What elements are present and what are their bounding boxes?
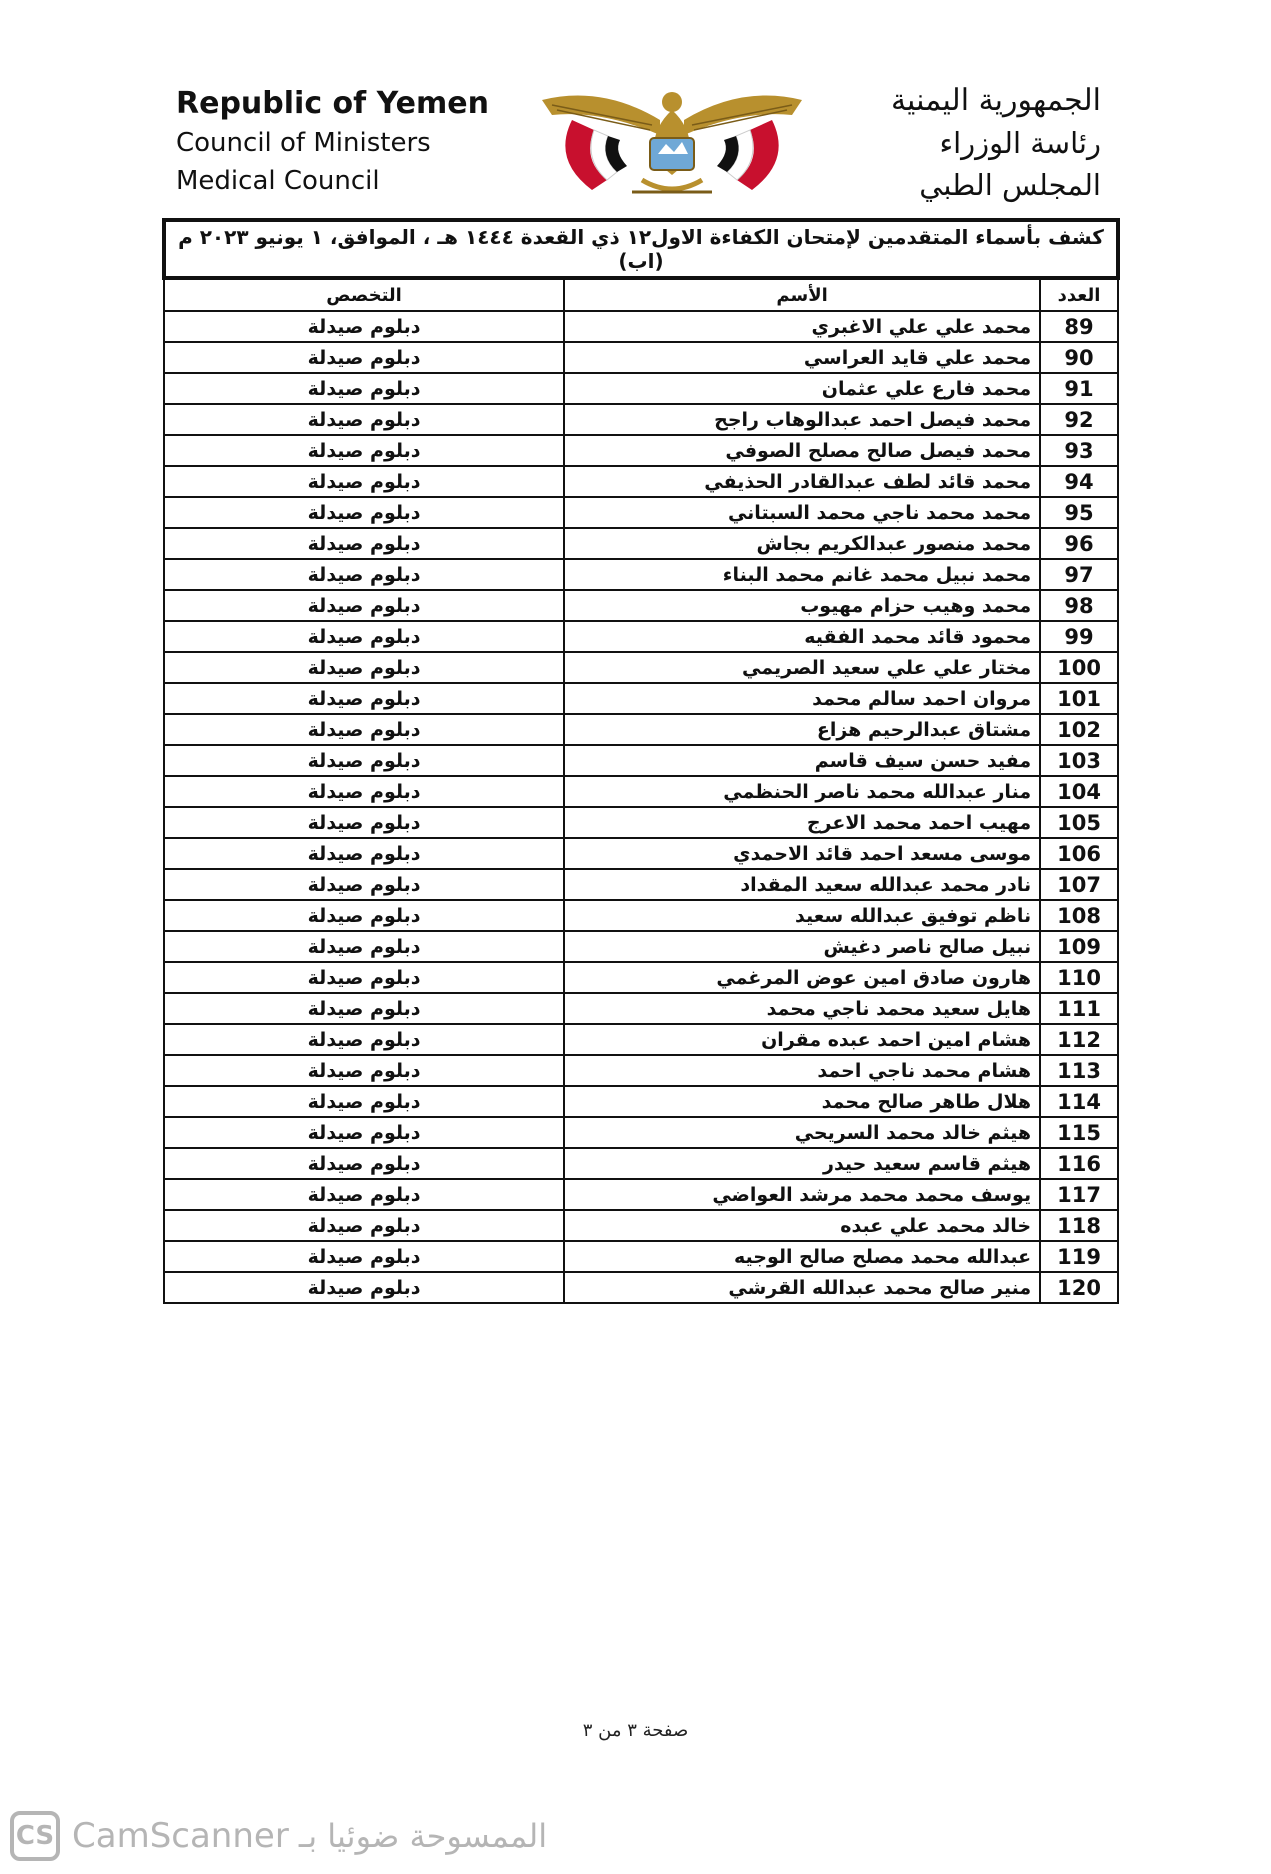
- row-number: 94: [1040, 466, 1118, 497]
- table-row: [164, 1210, 1118, 1241]
- row-number: 100: [1040, 652, 1118, 683]
- row-name: هشام امين احمد عبده مقران: [564, 1024, 1040, 1055]
- watermark-text: CamScanner: [72, 1816, 289, 1856]
- table-row: [164, 931, 1118, 962]
- header-name: الأسم: [564, 278, 1040, 311]
- row-number: 110: [1040, 962, 1118, 993]
- row-name: محمد نبيل محمد غانم محمد البناء: [564, 559, 1040, 590]
- table-row: [164, 962, 1118, 993]
- row-number: 104: [1040, 776, 1118, 807]
- row-number: 102: [1040, 714, 1118, 745]
- country-name-en: Republic of Yemen: [176, 86, 489, 121]
- row-specialty: دبلوم صيدلة: [164, 497, 564, 528]
- row-specialty: دبلوم صيدلة: [164, 1210, 564, 1241]
- row-specialty: دبلوم صيدلة: [164, 1117, 564, 1148]
- row-specialty: دبلوم صيدلة: [164, 1148, 564, 1179]
- row-number: 92: [1040, 404, 1118, 435]
- row-name: نبيل صالح ناصر دغيش: [564, 931, 1040, 962]
- table-row: [164, 1117, 1118, 1148]
- table-row: [164, 652, 1118, 683]
- row-specialty: دبلوم صيدلة: [164, 466, 564, 497]
- row-name: محمد وهيب حزام مهيوب: [564, 590, 1040, 621]
- row-number: 97: [1040, 559, 1118, 590]
- row-name: موسى مسعد احمد قائد الاحمدي: [564, 838, 1040, 869]
- row-name: هلال طاهر صالح محمد: [564, 1086, 1040, 1117]
- medical-council-ar: المجلس الطبي: [919, 168, 1101, 202]
- row-number: 117: [1040, 1179, 1118, 1210]
- table-row: [164, 1179, 1118, 1210]
- council-name-ar: رئاسة الوزراء: [939, 126, 1101, 160]
- row-name: مهيب احمد محمد الاعرج: [564, 807, 1040, 838]
- row-name: هشام محمد ناجي احمد: [564, 1055, 1040, 1086]
- row-number: 105: [1040, 807, 1118, 838]
- row-number: 120: [1040, 1272, 1118, 1303]
- row-name: محمود قائد محمد الفقيه: [564, 621, 1040, 652]
- medical-council-en: Medical Council: [176, 166, 380, 196]
- row-name: هايل سعيد محمد ناجي محمد: [564, 993, 1040, 1024]
- row-name: منير صالح محمد عبدالله القرشي: [564, 1272, 1040, 1303]
- table-row: [164, 590, 1118, 621]
- table-row: [164, 404, 1118, 435]
- row-name: محمد علي قايد العراسي: [564, 342, 1040, 373]
- row-specialty: دبلوم صيدلة: [164, 714, 564, 745]
- row-number: 103: [1040, 745, 1118, 776]
- row-number: 101: [1040, 683, 1118, 714]
- row-number: 106: [1040, 838, 1118, 869]
- table-row: [164, 373, 1118, 404]
- table-row: [164, 435, 1118, 466]
- row-name: محمد فيصل احمد عبدالوهاب راجح: [564, 404, 1040, 435]
- table-row: [164, 1241, 1118, 1272]
- row-number: 112: [1040, 1024, 1118, 1055]
- row-specialty: دبلوم صيدلة: [164, 435, 564, 466]
- row-specialty: دبلوم صيدلة: [164, 1272, 564, 1303]
- row-specialty: دبلوم صيدلة: [164, 1055, 564, 1086]
- row-number: 91: [1040, 373, 1118, 404]
- table-header-row: [164, 278, 1118, 311]
- row-name: نادر محمد عبدالله سعيد المقداد: [564, 869, 1040, 900]
- row-name: محمد قائد لطف عبدالقادر الحذيفي: [564, 466, 1040, 497]
- row-specialty: دبلوم صيدلة: [164, 342, 564, 373]
- row-number: 93: [1040, 435, 1118, 466]
- row-number: 89: [1040, 311, 1118, 342]
- row-number: 119: [1040, 1241, 1118, 1272]
- header-specialty: التخصص: [164, 278, 564, 311]
- row-number: 113: [1040, 1055, 1118, 1086]
- row-number: 118: [1040, 1210, 1118, 1241]
- table-row: [164, 838, 1118, 869]
- table-row: [164, 466, 1118, 497]
- row-number: 98: [1040, 590, 1118, 621]
- table-row: [164, 528, 1118, 559]
- row-name: مفيد حسن سيف قاسم: [564, 745, 1040, 776]
- row-number: 116: [1040, 1148, 1118, 1179]
- row-specialty: دبلوم صيدلة: [164, 993, 564, 1024]
- applicants-table: [162, 218, 1120, 1304]
- row-specialty: دبلوم صيدلة: [164, 1086, 564, 1117]
- camscanner-logo-icon: CS: [10, 1811, 60, 1861]
- table-row: [164, 1024, 1118, 1055]
- row-specialty: دبلوم صيدلة: [164, 838, 564, 869]
- row-specialty: دبلوم صيدلة: [164, 559, 564, 590]
- row-number: 109: [1040, 931, 1118, 962]
- row-specialty: دبلوم صيدلة: [164, 1179, 564, 1210]
- row-specialty: دبلوم صيدلة: [164, 590, 564, 621]
- header-arabic: [841, 80, 1101, 206]
- table-row: [164, 1055, 1118, 1086]
- row-name: محمد منصور عبدالكريم بجاش: [564, 528, 1040, 559]
- table-row: [164, 1272, 1118, 1303]
- row-name: مروان احمد سالم محمد: [564, 683, 1040, 714]
- row-specialty: دبلوم صيدلة: [164, 807, 564, 838]
- row-specialty: دبلوم صيدلة: [164, 745, 564, 776]
- row-name: محمد فيصل صالح مصلح الصوفي: [564, 435, 1040, 466]
- row-name: هارون صادق امين عوض المرغمي: [564, 962, 1040, 993]
- country-name-ar: الجمهورية اليمنية: [890, 83, 1101, 118]
- row-number: 114: [1040, 1086, 1118, 1117]
- page-number: صفحة ٣ من ٣: [582, 1720, 689, 1741]
- row-name: يوسف محمد محمد مرشد العواضي: [564, 1179, 1040, 1210]
- row-number: 96: [1040, 528, 1118, 559]
- row-specialty: دبلوم صيدلة: [164, 869, 564, 900]
- row-name: ناظم توفيق عبدالله سعيد: [564, 900, 1040, 931]
- table-row: [164, 776, 1118, 807]
- row-name: مشتاق عبدالرحيم هزاع: [564, 714, 1040, 745]
- table-row: [164, 497, 1118, 528]
- camscanner-watermark: [10, 1806, 547, 1866]
- table-row: [164, 745, 1118, 776]
- table-row: [164, 869, 1118, 900]
- table-row: [164, 714, 1118, 745]
- table-row: [164, 683, 1118, 714]
- row-name: محمد علي علي الاغبري: [564, 311, 1040, 342]
- row-name: مختار علي علي سعيد الصريمي: [564, 652, 1040, 683]
- row-specialty: دبلوم صيدلة: [164, 931, 564, 962]
- row-number: 90: [1040, 342, 1118, 373]
- table-row: [164, 900, 1118, 931]
- row-number: 99: [1040, 621, 1118, 652]
- header-number: العدد: [1040, 278, 1118, 311]
- row-specialty: دبلوم صيدلة: [164, 683, 564, 714]
- row-name: محمد فارع علي عثمان: [564, 373, 1040, 404]
- row-number: 111: [1040, 993, 1118, 1024]
- row-specialty: دبلوم صيدلة: [164, 652, 564, 683]
- row-name: خالد محمد علي عبده: [564, 1210, 1040, 1241]
- row-specialty: دبلوم صيدلة: [164, 962, 564, 993]
- row-specialty: دبلوم صيدلة: [164, 311, 564, 342]
- row-specialty: دبلوم صيدلة: [164, 373, 564, 404]
- council-name-en: Council of Ministers: [176, 128, 431, 158]
- table-row: [164, 807, 1118, 838]
- table-row: [164, 621, 1118, 652]
- table-row: [164, 1086, 1118, 1117]
- row-number: 115: [1040, 1117, 1118, 1148]
- row-number: 108: [1040, 900, 1118, 931]
- table-row: [164, 311, 1118, 342]
- row-name: هيثم قاسم سعيد حيدر: [564, 1148, 1040, 1179]
- table-row: [164, 342, 1118, 373]
- table-row: [164, 559, 1118, 590]
- row-specialty: دبلوم صيدلة: [164, 528, 564, 559]
- row-number: 107: [1040, 869, 1118, 900]
- row-name: منار عبدالله محمد ناصر الحنظمي: [564, 776, 1040, 807]
- header-english: [176, 84, 516, 200]
- row-name: عبدالله محمد مصلح صالح الوجيه: [564, 1241, 1040, 1272]
- row-name: محمد محمد ناجي محمد السبتاني: [564, 497, 1040, 528]
- watermark-arabic-text: الممسوحة ضوئيا بـ: [298, 1817, 548, 1855]
- yemen-eagle-emblem-icon: [532, 80, 812, 210]
- table-row: [164, 993, 1118, 1024]
- row-name: هيثم خالد محمد السريحي: [564, 1117, 1040, 1148]
- table-title: كشف بأسماء المتقدمين لإمتحان الكفاءة الاول١٢ ذي القعدة ١٤٤٤ هـ ، الموافق، ١ يونيو ٢٠٢٣ م (اب): [164, 220, 1118, 278]
- row-number: 95: [1040, 497, 1118, 528]
- row-specialty: دبلوم صيدلة: [164, 776, 564, 807]
- row-specialty: دبلوم صيدلة: [164, 404, 564, 435]
- row-specialty: دبلوم صيدلة: [164, 900, 564, 931]
- row-specialty: دبلوم صيدلة: [164, 621, 564, 652]
- row-specialty: دبلوم صيدلة: [164, 1241, 564, 1272]
- table-row: [164, 1148, 1118, 1179]
- row-specialty: دبلوم صيدلة: [164, 1024, 564, 1055]
